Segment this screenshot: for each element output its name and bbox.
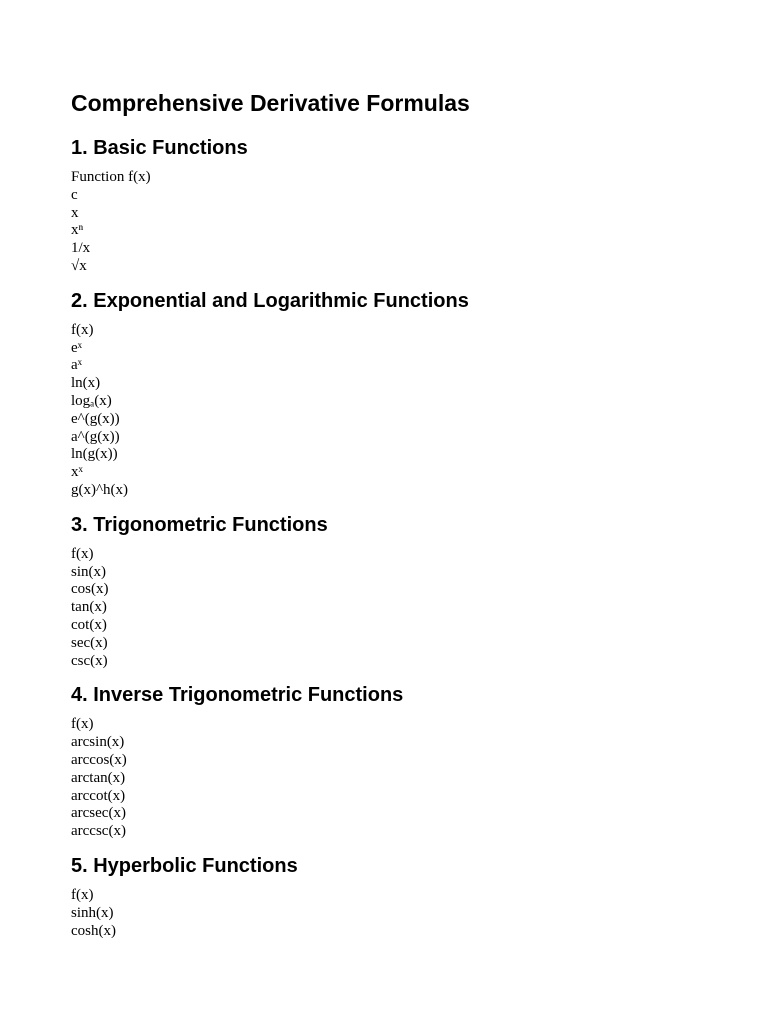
list-item: sinh(x) <box>71 904 114 921</box>
list-item: cosh(x) <box>71 922 116 939</box>
formula-list <box>71 716 711 841</box>
section-basic-functions <box>71 135 711 276</box>
list-item: Function f(x) <box>71 169 151 185</box>
list-item: tan(x) <box>71 599 107 616</box>
list-item: arccsc(x) <box>71 823 126 840</box>
section-hyperbolic <box>71 853 711 940</box>
list-item: x <box>71 204 79 221</box>
list-item: xˣ <box>71 464 83 481</box>
list-item: sec(x) <box>71 634 108 651</box>
list-item: f(x) <box>71 545 94 562</box>
list-item: f(x) <box>71 321 94 338</box>
list-item: f(x) <box>71 716 94 733</box>
section-heading: 1. Basic Functions <box>71 137 248 159</box>
list-item: ln(x) <box>71 375 101 392</box>
formula-list <box>71 322 711 500</box>
section-heading: 4. Inverse Trigonometric Functions <box>71 684 404 707</box>
list-item: arccot(x) <box>71 787 126 804</box>
list-item: cot(x) <box>71 616 107 633</box>
list-item: cos(x) <box>71 581 109 598</box>
list-item: csc(x) <box>71 652 108 669</box>
list-item: arctan(x) <box>71 769 126 786</box>
formula-list <box>71 546 711 671</box>
list-item: f(x) <box>71 886 94 903</box>
section-trigonometric <box>71 512 711 671</box>
list-item: e^(g(x)) <box>71 410 120 427</box>
list-item: 1/x <box>71 240 91 257</box>
list-item: c <box>71 186 78 203</box>
formula-list <box>71 887 711 940</box>
list-item: logₐ(x) <box>71 392 112 409</box>
section-inverse-trigonometric <box>71 682 711 841</box>
list-item: g(x)^h(x) <box>71 481 129 498</box>
section-exponential-logarithmic <box>71 288 711 500</box>
list-item: xⁿ <box>71 222 84 239</box>
section-heading: 2. Exponential and Logarithmic Functions <box>71 289 469 312</box>
list-item: arcsin(x) <box>71 734 125 751</box>
list-item: aˣ <box>71 357 82 374</box>
formula-list <box>71 169 711 276</box>
page-title: Comprehensive Derivative Formulas <box>71 90 470 116</box>
list-item: a^(g(x)) <box>71 428 120 445</box>
list-item: ln(g(x)) <box>71 446 118 463</box>
section-heading: 3. Trigonometric Functions <box>71 513 328 536</box>
list-item: arccos(x) <box>71 751 127 768</box>
section-heading: 5. Hyperbolic Functions <box>71 854 298 877</box>
list-item: √x <box>71 257 87 274</box>
document-page <box>71 88 711 952</box>
list-item: eˣ <box>71 339 82 356</box>
list-item: arcsec(x) <box>71 805 126 822</box>
list-item: sin(x) <box>71 563 106 580</box>
